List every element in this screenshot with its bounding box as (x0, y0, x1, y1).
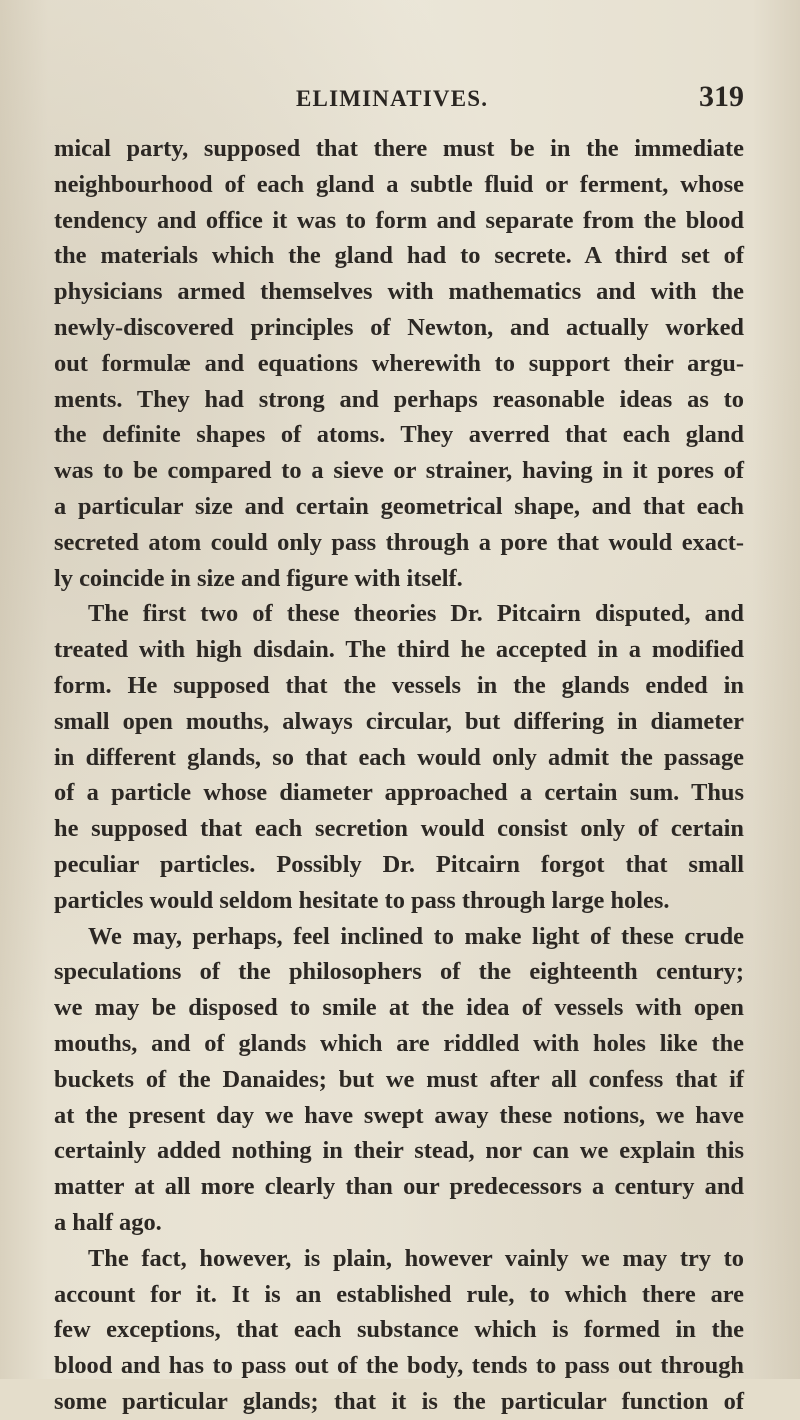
text-line: form. He supposed that the vessels in the glands ended in (54, 671, 744, 699)
text-line: particles would seldom hesitate to pass through large holes. (54, 886, 670, 914)
text-line: ly coincide in size and figure with itself. (54, 564, 463, 592)
text-line: was to be compared to a sieve or strainer, having in it pores of (54, 457, 744, 485)
text-line: mouths, and of glands which are riddled with holes like the (54, 1029, 744, 1057)
text-line: secreted atom could only pass through a pore that would exact- (54, 528, 744, 556)
paragraph-start-line: We may, perhaps, feel inclined to make light of these crude (88, 922, 744, 950)
text-line: newly-discovered principles of Newton, and actually worked (54, 313, 744, 341)
text-line: some particular glands; that it is the particular function of (54, 1387, 744, 1415)
text-line: few exceptions, that each substance which is formed in the (54, 1316, 744, 1344)
text-line: at the present day we have swept away these notions, we have (54, 1101, 744, 1129)
text-line: speculations of the philosophers of the eighteenth century; (54, 958, 744, 986)
running-title: ELIMINATIVES. (296, 86, 489, 111)
text-line: treated with high disdain. The third he accepted in a modified (54, 636, 744, 664)
text-line: in different glands, so that each would only admit the passage (54, 743, 744, 771)
text-line: mical party, supposed that there must be in the immediate (54, 135, 744, 162)
text-line: the materials which the gland had to secrete. A third set of (54, 242, 744, 270)
text-line: matter at all more clearly than our predecessors a century and (54, 1173, 744, 1201)
running-head (54, 78, 744, 118)
text-line: small open mouths, always circular, but differing in diameter (54, 707, 744, 735)
text-line: tendency and office it was to form and separate from the blood (54, 206, 744, 234)
paragraph-start-line: The fact, however, is plain, however vainly we may try to (88, 1244, 744, 1272)
text-line: the definite shapes of atoms. They averred that each gland (54, 421, 744, 449)
text-line: a half ago. (54, 1208, 162, 1236)
text-line: certainly added nothing in their stead, nor can we explain this (54, 1137, 744, 1165)
page-number: 319 (699, 80, 744, 113)
text-line: we may be disposed to smile at the idea of vessels with open (54, 994, 744, 1022)
text-line: neighbourhood of each gland a subtle fluid or ferment, whose (54, 170, 744, 198)
text-line: he supposed that each secretion would consist only of certain (54, 815, 744, 843)
body-text (54, 131, 744, 1420)
paragraph-start-line: The first two of these theories Dr. Pitcairn disputed, and (88, 600, 744, 628)
text-line: account for it. It is an established rule, to which there are (54, 1280, 744, 1308)
text-line: of a particle whose diameter approached a certain sum. Thus (54, 779, 744, 807)
text-line: ments. They had strong and perhaps reasonable ideas as to (54, 385, 744, 413)
text-line: physicians armed themselves with mathematics and with the (54, 278, 744, 306)
text-line: a particular size and certain geometrical shape, and that each (54, 492, 744, 520)
text-line: buckets of the Danaides; but we must after all confess that if (54, 1065, 744, 1093)
text-line: out formulæ and equations wherewith to support their argu- (54, 349, 744, 377)
text-line: blood and has to pass out of the body, tends to pass out through (54, 1352, 744, 1380)
text-line: peculiar particles. Possibly Dr. Pitcairn forgot that small (54, 850, 744, 878)
